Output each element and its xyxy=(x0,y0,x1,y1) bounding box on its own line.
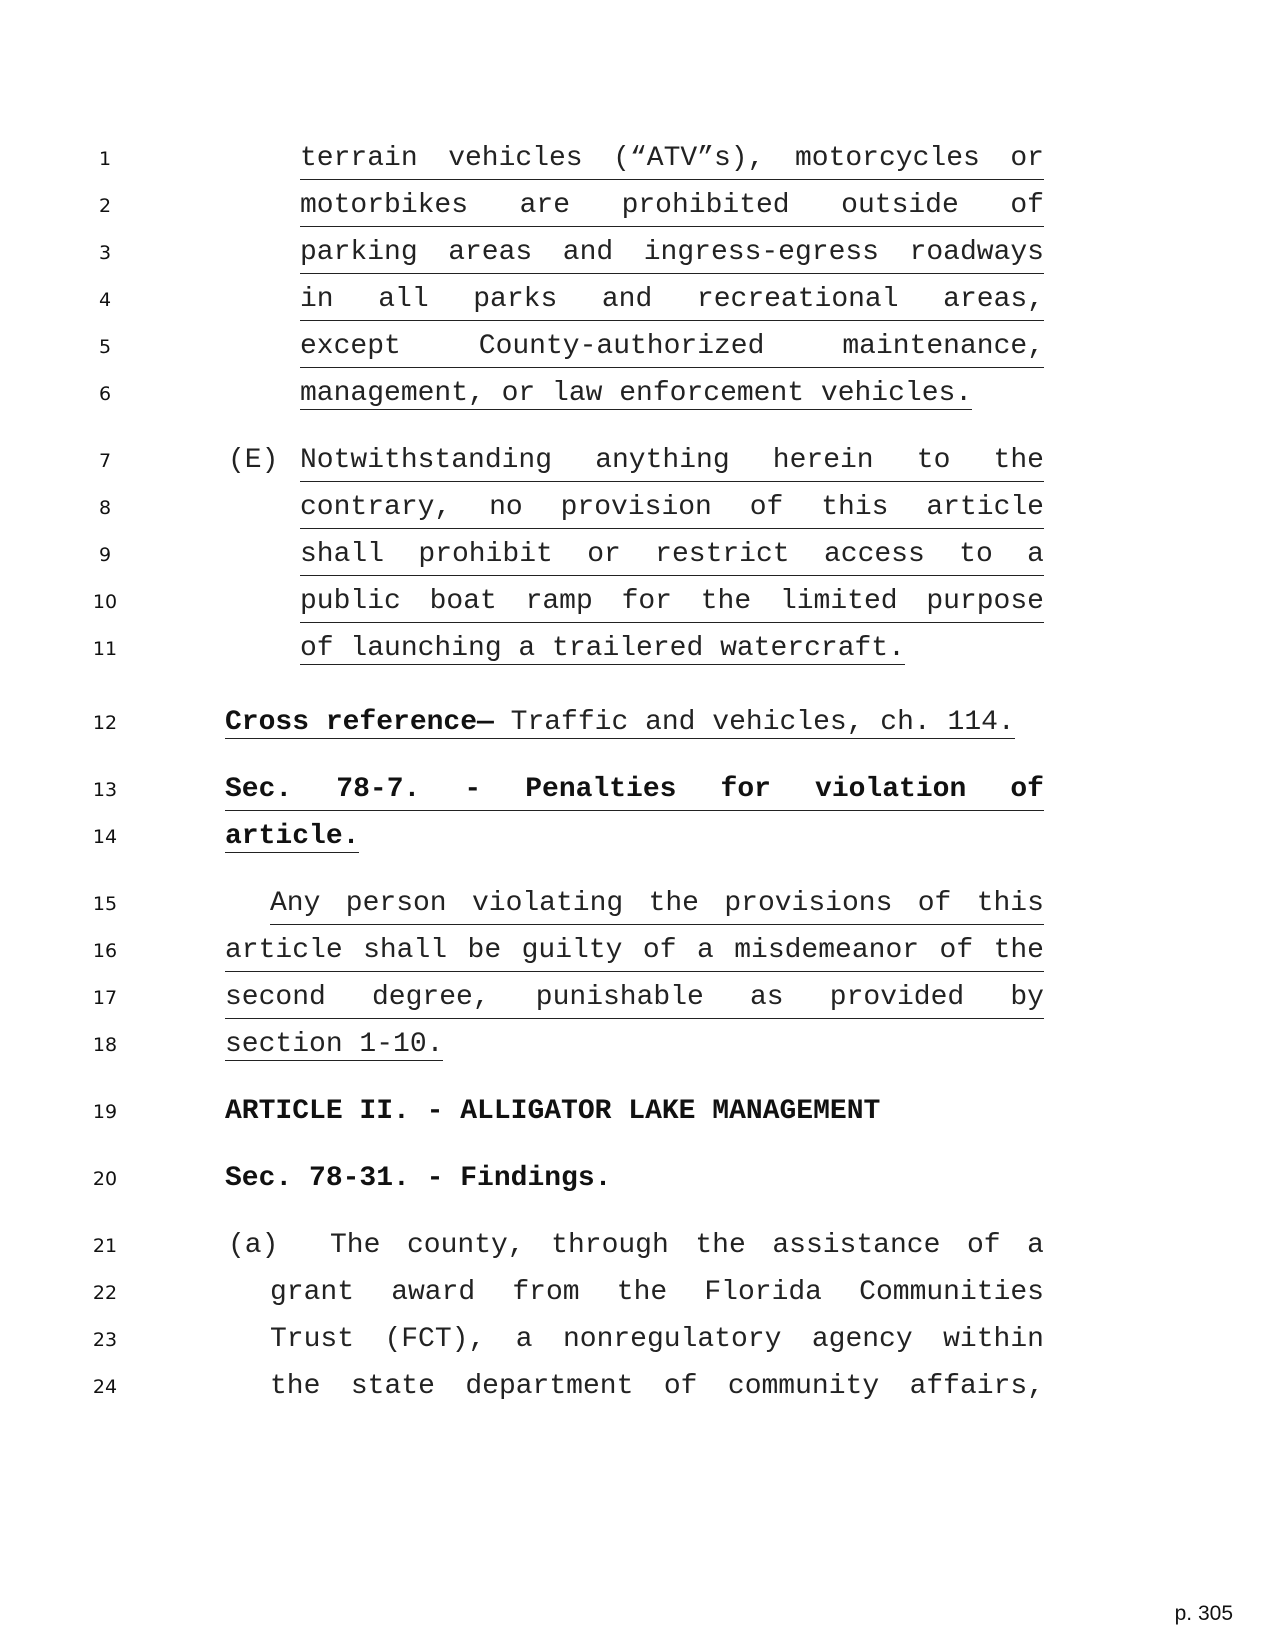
word: as xyxy=(750,982,784,1013)
word: boat xyxy=(429,586,497,617)
section-heading-line xyxy=(225,770,1044,811)
word: the xyxy=(648,888,699,919)
word: for xyxy=(720,774,771,805)
line-number: 16 xyxy=(92,940,118,962)
word: the xyxy=(993,935,1044,966)
word: purpose xyxy=(926,586,1044,617)
subsection-marker: (a) xyxy=(228,1230,279,1261)
word: punishable xyxy=(535,982,704,1013)
word: terrain xyxy=(300,143,418,174)
word: of xyxy=(1010,774,1044,805)
cross-reference xyxy=(225,703,1015,743)
word: degree, xyxy=(372,982,490,1013)
text-line xyxy=(270,1273,1044,1313)
word: contrary, xyxy=(300,492,452,523)
word: of xyxy=(663,1371,698,1402)
word: a xyxy=(696,935,714,966)
word: state xyxy=(350,1371,435,1402)
word: to xyxy=(959,539,993,570)
word: Florida xyxy=(704,1277,822,1308)
text-line xyxy=(300,139,1044,180)
word: 78-7. xyxy=(336,774,421,805)
word: (FCT), xyxy=(384,1324,486,1355)
word: ramp xyxy=(525,586,593,617)
word: anything xyxy=(595,445,730,476)
line-number: 6 xyxy=(98,383,112,405)
line-number: 2 xyxy=(98,195,112,217)
line-number: 3 xyxy=(98,242,112,264)
cross-reference-text: Traffic and vehicles, ch. 114. xyxy=(493,707,1015,738)
word: The xyxy=(330,1230,381,1261)
word: the xyxy=(616,1277,668,1308)
word: in xyxy=(300,284,334,315)
text-line xyxy=(300,327,1044,368)
word: affairs, xyxy=(909,1371,1044,1402)
line-number: 13 xyxy=(92,779,118,801)
word: outside xyxy=(841,190,959,221)
cross-reference-label: Cross reference— xyxy=(225,707,494,738)
word: Sec. xyxy=(225,774,293,805)
text-line xyxy=(270,884,1044,925)
line-number: 9 xyxy=(98,544,112,566)
word: through xyxy=(551,1230,669,1261)
word: - xyxy=(464,774,482,805)
text-line xyxy=(225,978,1044,1019)
word: county, xyxy=(406,1230,525,1261)
word: and xyxy=(601,284,653,315)
line-number: 1 xyxy=(98,148,112,170)
word: no xyxy=(489,492,523,523)
word: provided xyxy=(829,982,965,1013)
text-line xyxy=(270,1367,1044,1407)
word: prohibited xyxy=(621,190,790,221)
line-number: 5 xyxy=(98,336,112,358)
line-number: 15 xyxy=(92,893,118,915)
line-number: 11 xyxy=(92,638,118,660)
word: Penalties xyxy=(525,774,677,805)
word: Trust xyxy=(270,1324,355,1355)
word: except xyxy=(300,331,401,362)
word: provision xyxy=(560,492,712,523)
line-number: 17 xyxy=(92,987,118,1009)
word: roadways xyxy=(909,237,1044,268)
line-number: 24 xyxy=(92,1376,118,1398)
word: of xyxy=(642,935,677,966)
word: or xyxy=(587,539,621,570)
text-line xyxy=(225,931,1044,972)
word: or xyxy=(1010,143,1044,174)
word: grant xyxy=(270,1277,355,1308)
text-line xyxy=(300,441,1044,482)
word: shall xyxy=(363,935,448,966)
word: restrict xyxy=(655,539,790,570)
word: provisions xyxy=(724,888,893,919)
word: award xyxy=(391,1277,476,1308)
line-number: 18 xyxy=(92,1034,118,1056)
word: public xyxy=(300,586,401,617)
line-number: 23 xyxy=(92,1329,118,1351)
line-number: 22 xyxy=(92,1282,118,1304)
line-number: 12 xyxy=(92,712,118,734)
page-number: p. 305 xyxy=(1174,1602,1233,1625)
word: second xyxy=(225,982,326,1013)
word: from xyxy=(512,1277,580,1308)
word: be xyxy=(467,935,502,966)
subsection-marker: (E) xyxy=(228,445,279,476)
text-line xyxy=(300,233,1044,274)
word: recreational xyxy=(696,284,899,315)
word: person xyxy=(345,888,447,919)
word: of xyxy=(749,492,784,523)
word: the xyxy=(695,1230,746,1261)
word: herein xyxy=(772,445,874,476)
line-number: 4 xyxy=(98,289,112,311)
word: nonregulatory xyxy=(562,1324,782,1355)
word: all xyxy=(378,284,429,315)
line-number: 21 xyxy=(92,1235,118,1257)
section-heading-78-31: Sec. 78-31. - Findings. xyxy=(225,1163,612,1194)
text-line xyxy=(270,1320,1044,1360)
word: motorcycles xyxy=(794,143,980,174)
line-number: 7 xyxy=(98,450,112,472)
line-number: 19 xyxy=(92,1101,118,1123)
text-line xyxy=(330,1226,1044,1266)
line-number: 8 xyxy=(98,497,112,519)
word: article xyxy=(926,492,1044,523)
article-heading: ARTICLE II. - ALLIGATOR LAKE MANAGEMENT xyxy=(225,1096,881,1127)
text-line xyxy=(300,186,1044,227)
word: guilty xyxy=(521,935,623,966)
word: this xyxy=(821,492,889,523)
word: of xyxy=(939,935,974,966)
word: agency xyxy=(811,1324,913,1355)
word: Any xyxy=(270,888,321,919)
text-line xyxy=(300,535,1044,576)
word: assistance xyxy=(772,1230,941,1261)
word: this xyxy=(976,888,1044,919)
word: access xyxy=(823,539,925,570)
word: the xyxy=(270,1371,321,1402)
line-number: 14 xyxy=(92,826,118,848)
word: a xyxy=(1027,539,1044,570)
word: the xyxy=(993,445,1044,476)
word: department xyxy=(465,1371,634,1402)
word: article xyxy=(225,935,343,966)
word: misdemeanor xyxy=(734,935,920,966)
word: within xyxy=(943,1324,1044,1355)
word: Notwithstanding xyxy=(300,445,553,476)
word: of xyxy=(1010,190,1044,221)
word: violating xyxy=(471,888,624,919)
word: to xyxy=(916,445,951,476)
word: vehicles xyxy=(448,143,583,174)
text-line: management, or law enforcement vehicles. xyxy=(300,378,973,409)
text-line xyxy=(300,280,1044,321)
word: by xyxy=(1010,982,1044,1013)
word: are xyxy=(519,190,571,221)
word: areas, xyxy=(943,284,1044,315)
line-number: 10 xyxy=(92,591,118,613)
word: prohibit xyxy=(418,539,553,570)
word: motorbikes xyxy=(300,190,469,221)
word: limited xyxy=(779,586,898,617)
word: parks xyxy=(473,284,558,315)
text-line: of launching a trailered watercraft. xyxy=(300,633,905,664)
section-heading-line: article. xyxy=(225,821,360,852)
word: community xyxy=(727,1371,880,1402)
word: a xyxy=(515,1324,533,1355)
word: of xyxy=(966,1230,1001,1261)
word: a xyxy=(1027,1230,1044,1261)
word: Communities xyxy=(859,1277,1044,1308)
text-line: section 1-10. xyxy=(225,1029,444,1060)
word: violation xyxy=(815,774,967,805)
text-line xyxy=(300,488,1044,529)
word: for xyxy=(621,586,672,617)
word: maintenance, xyxy=(842,331,1044,362)
word: (“ATV”s), xyxy=(613,143,765,174)
word: and xyxy=(562,237,614,268)
word: areas xyxy=(448,237,533,268)
line-number: 20 xyxy=(92,1168,118,1190)
word: of xyxy=(917,888,952,919)
word: ingress-egress xyxy=(643,237,879,268)
word: the xyxy=(700,586,752,617)
word: County-authorized xyxy=(478,331,765,362)
text-line xyxy=(300,582,1044,623)
word: shall xyxy=(300,539,385,570)
word: parking xyxy=(300,237,418,268)
